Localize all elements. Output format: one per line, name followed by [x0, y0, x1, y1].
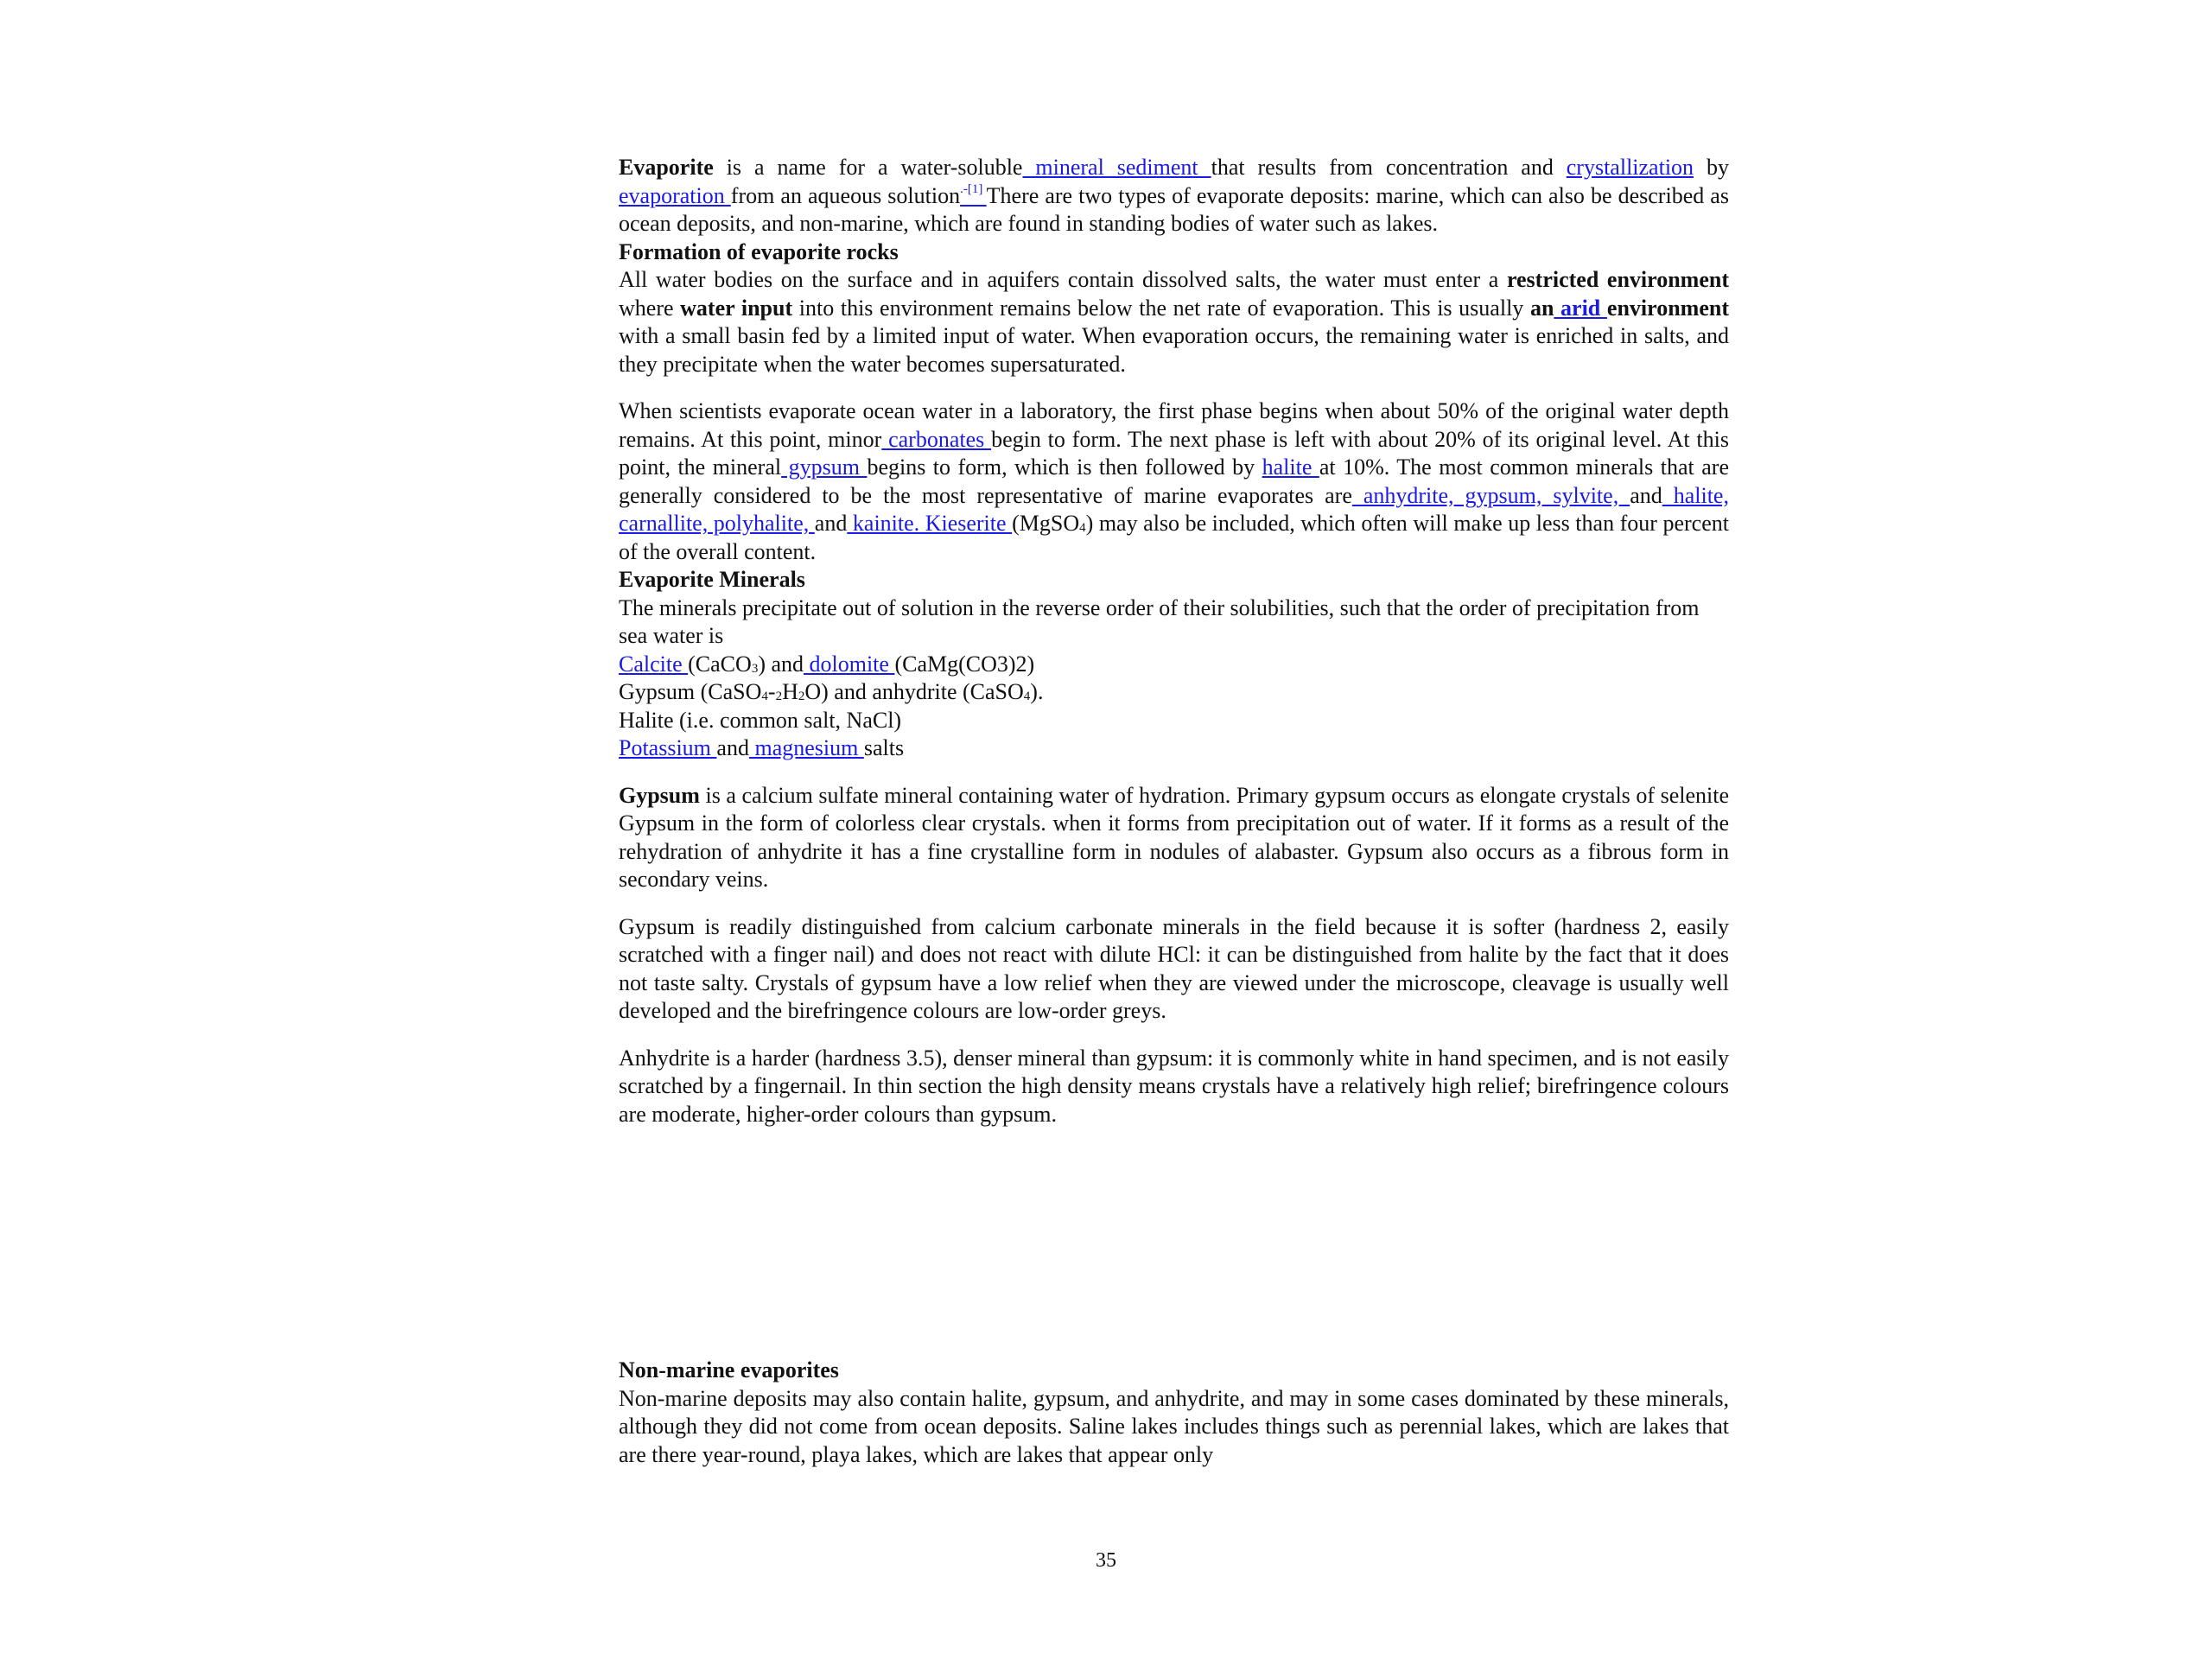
term-evaporite: Evaporite — [619, 155, 714, 180]
link-evaporation[interactable]: evaporation — [619, 182, 731, 208]
minerals-intro: The minerals precipitate out of solution in the reverse order of their solubilities, such that the order of precipitation from sea water is — [619, 594, 1700, 648]
link-carbonates[interactable]: carbonates — [881, 426, 992, 452]
gypsum-paragraph-1: Gypsum is a calcium sulfate mineral containing water of hydration. Primary gypsum occurs as elongate crystals of selenite Gypsum in the form of colorless clear crystals. when it forms from precipitation out of water. If it forms as a result of the rehydration of anhydrite it has a fine crystalline form in nodules of alabaster. Gypsum also occurs as a fibrous form in secondary veins. — [619, 782, 1729, 892]
link-arid[interactable]: arid — [1554, 295, 1607, 321]
nonmarine-paragraph: Non-marine deposits may also contain halite, gypsum, and anhydrite, and may in some cases dominated by these minerals, although they did not come from ocean deposits. Saline lakes includes things such as perennial lakes, which are lakes that are there year-round, playa lakes, which are lakes that appear only — [619, 1385, 1729, 1467]
link-dolomite[interactable]: dolomite — [804, 651, 895, 677]
gypsum-paragraph-3: Anhydrite is a harder (hardness 3.5), denser mineral than gypsum: it is commonly white in hand specimen, and is not easily scratched by a fingernail. In thin section the high density means crystals have a relatively high relief; birefringence colours are moderate, higher-order colours than gypsum. — [619, 1045, 1729, 1127]
minerals-line-halite: Halite (i.e. common salt, NaCl) — [619, 707, 902, 733]
minerals-line-gypsum: Gypsum $(CaSO_4-_2H_2O)$ and anhydrite (CaSO$_4$). — [619, 679, 1044, 704]
link-halite[interactable]: halite — [1262, 454, 1319, 480]
heading-formation: Formation of evaporite rocks — [619, 238, 899, 264]
link-crystallization[interactable]: crystallization — [1566, 155, 1694, 180]
reference-link[interactable]: .-[1] — [960, 181, 987, 196]
link-calcite[interactable]: Calcite — [619, 651, 689, 677]
page-number: 35 — [1096, 1549, 1116, 1572]
link-potassium[interactable]: Potassium — [619, 735, 717, 760]
minerals-line-calcite: Calcite (CaCO$_3$) and dolomite (CaMg(CO3)2) — [619, 651, 1035, 677]
formation-paragraph-2: When scientists evaporate ocean water in a laboratory, the first phase begins when about 50% of the original water depth remains. At this point, minor carbonates begin to form. The next phase is left with about 20% of its original level. At this point, the mineral gypsum begins to form, which is then followed by halite at 10%. The most common minerals that are generally considered to be the most representative of marine evaporates are anhydrite, gypsum, sylvite, and halite, carnallite, polyhalite, and kainite. Kieserite (MgSO$_4$) may also be included, which often will make up less than four percent of the overall content. — [619, 398, 1729, 564]
document-body — [619, 154, 1729, 1128]
minerals-line-salts: Potassium and magnesium salts — [619, 735, 905, 760]
intro-paragraph: Evaporite is a name for a water-soluble mineral sediment that results from concentration and crystallization by evaporation from an aqueous solution$^{.-[1]}$ There are two types of evaporate deposits: marine, which can also be described as ocean deposits, and non-marine, which are found in standing bodies of water such as lakes. — [619, 155, 1729, 236]
formation-paragraph-1: All water bodies on the surface and in aquifers contain dissolved salts, the water must enter a restricted environment where water input into this environment remains below the net rate of evaporation. This is usually an arid environment with a small basin fed by a limited input of water. When evaporation occurs, the remaining water is enriched in salts, and they precipitate when the water becomes supersaturated. — [619, 267, 1729, 377]
gypsum-paragraph-2: Gypsum is readily distinguished from calcium carbonate minerals in the field because it is softer (hardness 2, easily scratched with a finger nail) and does not react with dilute HCl: it can be distinguished from halite by the fact that it does not taste salty. Crystals of gypsum have a low relief when they are viewed under the microscope, cleavage is usually well developed and the birefringence colours are low-order greys. — [619, 913, 1729, 1023]
nonmarine-section — [619, 1357, 1729, 1469]
link-mineral-sediment[interactable]: mineral sediment — [1022, 155, 1211, 180]
link-gypsum[interactable]: gypsum — [781, 454, 868, 480]
link-anhydrite-gypsum-sylvite[interactable]: anhydrite, gypsum, sylvite, — [1351, 482, 1630, 508]
heading-evaporite-minerals: Evaporite Minerals — [619, 567, 805, 592]
link-magnesium[interactable]: magnesium — [748, 735, 864, 760]
link-kainite-kieserite[interactable]: kainite. Kieserite — [847, 511, 1013, 536]
link-halite-carnallite-polyhalite[interactable]: halite, carnallite, polyhalite, — [619, 482, 1729, 536]
heading-nonmarine: Non-marine evaporites — [619, 1357, 839, 1382]
term-gypsum: Gypsum — [619, 782, 700, 808]
